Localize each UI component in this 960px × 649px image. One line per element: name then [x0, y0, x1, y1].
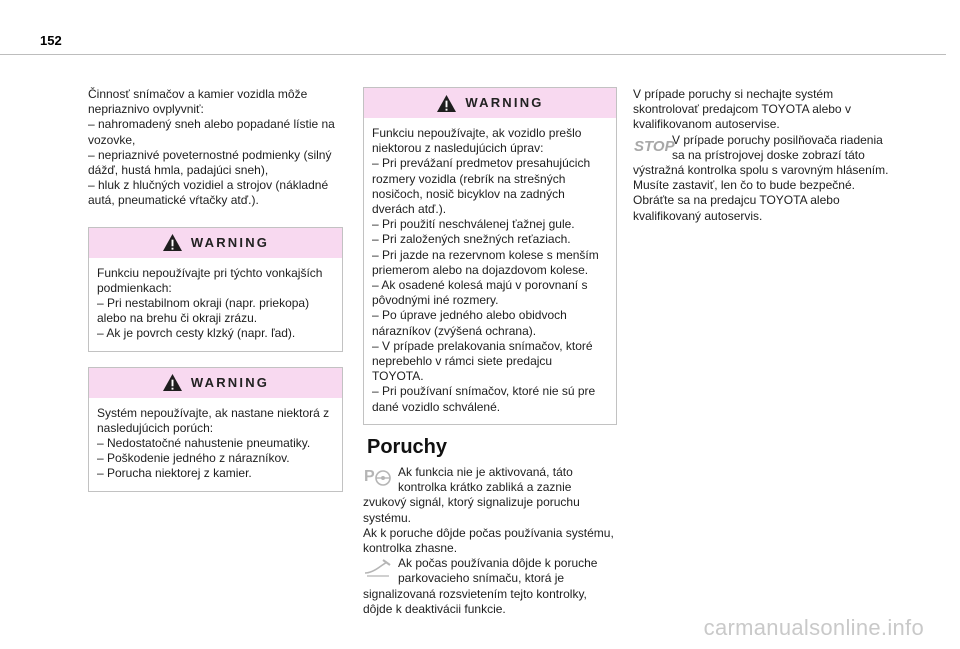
watermark[interactable]: carmanualsonline.info — [703, 615, 924, 640]
warning-body — [89, 258, 342, 351]
warning-body — [89, 398, 342, 491]
steering-text: V prípade poruchy posilňovača riadenia sa na prístrojovej doske zobrazí táto výstražná kontrolka spolu s varovným hlásením. Musíte zastaviť, len čo to bude bezpečné. Obráťte sa na predajcu TOYOTA alebo kvalifikovaný autoservis. — [633, 132, 889, 223]
service-paragraph: V prípade poruchy si nechajte systém skontrolovať predajcom TOYOTA alebo v kvalifikovanom autoservise. — [633, 87, 851, 132]
page-number: 152 — [40, 33, 62, 48]
column-3 — [633, 87, 895, 224]
svg-text:P: P — [364, 468, 375, 486]
warning-title: WARNING — [465, 95, 544, 111]
warning-line: – Poškodenie jedného z nárazníkov. — [97, 451, 290, 466]
warning-line: – Pri používaní snímačov, ktoré nie sú pre dané vozidlo schválené. — [372, 384, 596, 414]
intro-line: – hluk z hlučných vozidiel a strojov (nákladné autá, pneumatické vŕtačky atď.). — [88, 178, 329, 208]
steering-paragraph — [633, 133, 895, 224]
intro-line: – nepriaznivé poveternostné podmienky (silný dážď, hustá hmla, padajúci sneh), — [88, 147, 332, 178]
warning-header — [89, 228, 342, 258]
warning-line: – Pri nestabilnom okraji (napr. priekopa) alebo na brehu či okraji zrázu. — [97, 296, 310, 326]
warning-box-1 — [88, 227, 343, 352]
warning-line: Funkciu nepoužívajte pri týchto vonkajších podmienkach: — [97, 265, 323, 295]
section-title-faults: Poruchy — [367, 435, 448, 458]
warning-header — [89, 368, 342, 398]
warning-line: – Ak je povrch cesty klzký (napr. ľad). — [97, 326, 296, 341]
faults-text: Ak funkcia nie je aktivovaná, táto kontrolka krátko zabliká a zaznie zvukový signál, ktorý signalizuje poruchu systému. — [363, 465, 580, 525]
warning-line: – V prípade prelakovania snímačov, ktoré neprebehlo v rámci siete predajcu TOYOTA. — [372, 338, 593, 384]
warning-line: – Porucha niektorej z kamier. — [97, 466, 252, 481]
warning-line: Funkciu nepoužívajte, ak vozidlo prešlo niektorou z nasledujúcich úprav: — [372, 126, 582, 156]
warning-line: Systém nepoužívajte, ak nastane niektorá z nasledujúcich porúch: — [97, 405, 330, 435]
faults-paragraph — [363, 556, 617, 617]
intro-line: Činnosť snímačov a kamier vozidla môže nepriaznivo ovplyvniť: — [88, 87, 308, 117]
warning-line: – Ak osadené kolesá majú v porovnaní s pôvodnými iné rozmery. — [372, 278, 588, 308]
warning-title: WARNING — [190, 235, 270, 251]
park-assist-indicator-icon — [363, 465, 393, 487]
warning-line: – Pri prevážaní predmetov presahujúcich rozmery vozidla (rebrík na strešných nosičoch, nosič bicyklov na zadných dverách atď.). — [372, 156, 591, 217]
warning-line: – Pri jazde na rezervnom kolese s menším priemerom alebo na dojazdovom kolese. — [372, 247, 599, 277]
faults-paragraph — [363, 465, 617, 526]
column-1 — [88, 87, 343, 492]
warning-line: – Po úprave jedného alebo obidvoch nárazníkov (zvýšená ochrana). — [372, 308, 567, 338]
header-rule — [0, 54, 946, 55]
warning-line: – Pri použití neschválenej ťažnej gule. — [372, 217, 575, 232]
warning-box-3 — [363, 87, 617, 425]
warning-box-2 — [88, 367, 343, 492]
warning-triangle-icon — [162, 373, 183, 392]
warning-title: WARNING — [190, 375, 270, 391]
faults-text: Ak počas používania dôjde k poruche parkovacieho snímaču, ktorá je signalizovaná rozsvietením tejto kontrolky, dôjde k deaktivácii funkcie. — [363, 556, 598, 616]
svg-text:STOP: STOP — [634, 137, 675, 155]
column-2 — [363, 87, 617, 617]
parking-sensor-indicator-icon — [363, 556, 393, 578]
warning-triangle-icon — [436, 94, 457, 113]
intro-line: – nahromadený sneh alebo popadané lístie na vozovke, — [88, 117, 335, 147]
stop-indicator-icon — [633, 135, 675, 155]
warning-header — [364, 88, 616, 118]
warning-triangle-icon — [162, 233, 183, 252]
warning-line: – Pri založených snežných reťaziach. — [372, 232, 571, 247]
faults-paragraph: Ak k poruche dôjde počas používania systému, kontrolka zhasne. — [363, 525, 614, 556]
warning-body — [364, 118, 616, 424]
warning-line: – Nedostatočné nahustenie pneumatiky. — [97, 436, 311, 451]
